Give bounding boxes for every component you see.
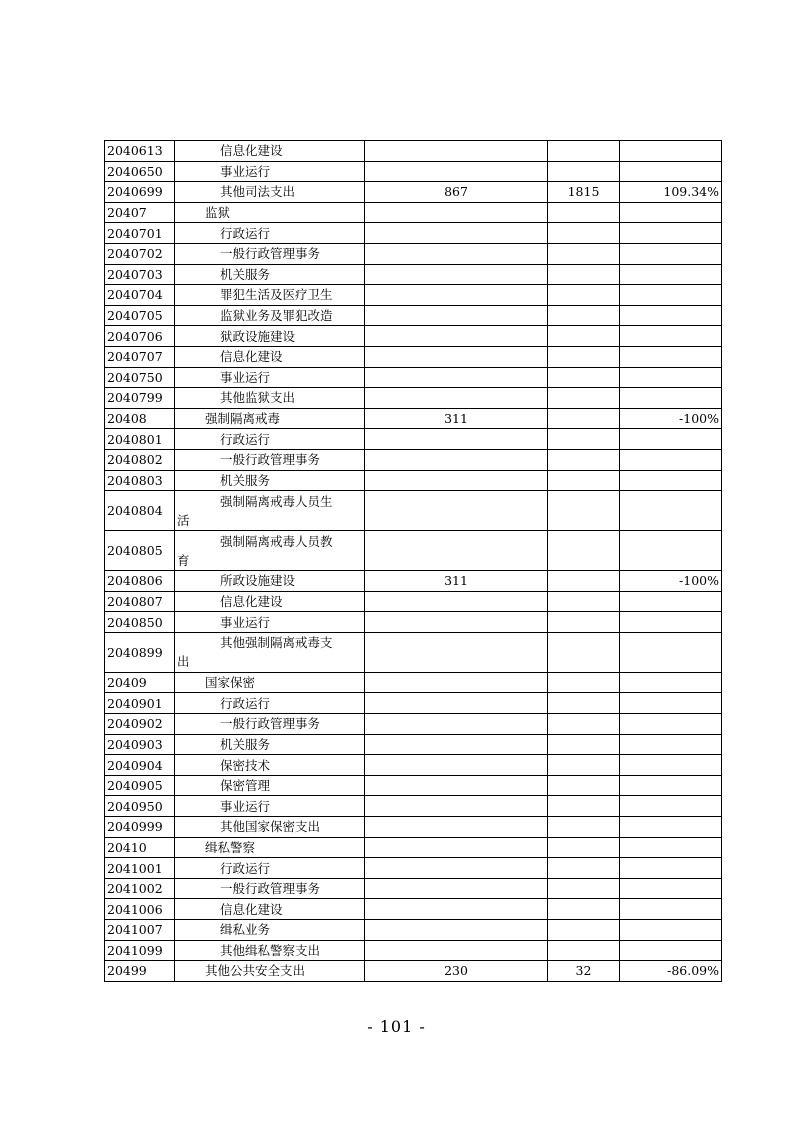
item-name [175, 672, 365, 693]
item-name-text: 机关服务 [220, 472, 271, 488]
amount-current: 32 [548, 961, 620, 982]
change-percent [620, 878, 722, 899]
amount-current [548, 264, 620, 285]
amount-current [548, 161, 620, 182]
change-percent [620, 470, 722, 491]
change-percent [620, 264, 722, 285]
item-name-text: 信息化建设 [220, 349, 283, 365]
amount-current [548, 346, 620, 367]
item-code: 2040904 [105, 755, 175, 776]
amount-previous [365, 878, 548, 899]
amount-previous [365, 367, 548, 388]
table-row [105, 285, 722, 306]
item-name-text: 其他国家保密支出 [220, 819, 321, 835]
amount-current [548, 817, 620, 838]
amount-previous [365, 264, 548, 285]
amount-previous [365, 285, 548, 306]
item-code: 2040905 [105, 775, 175, 796]
item-code: 2040950 [105, 796, 175, 817]
amount-previous [365, 817, 548, 838]
change-percent [620, 817, 722, 838]
item-name [175, 775, 365, 796]
item-name [175, 878, 365, 899]
amount-current [548, 693, 620, 714]
amount-previous [365, 734, 548, 755]
amount-previous [365, 326, 548, 347]
table-row [105, 878, 722, 899]
item-name-text: 事业运行 [220, 163, 271, 179]
item-name-text: 信息化建设 [220, 901, 283, 917]
change-percent [620, 388, 722, 409]
amount-previous [365, 940, 548, 961]
item-name-text: 行政运行 [220, 860, 271, 876]
item-name-text: 行政运行 [220, 225, 271, 241]
table-row [105, 531, 722, 571]
item-name [175, 305, 365, 326]
item-code: 20408 [105, 408, 175, 429]
item-code: 2041001 [105, 858, 175, 879]
item-name [175, 837, 365, 858]
amount-previous [365, 858, 548, 879]
item-code: 2040802 [105, 449, 175, 470]
table-row [105, 714, 722, 735]
item-code: 2040850 [105, 612, 175, 633]
table-row [105, 326, 722, 347]
item-code: 2040706 [105, 326, 175, 347]
table-row [105, 755, 722, 776]
item-name [175, 920, 365, 941]
change-percent [620, 141, 722, 162]
amount-current [548, 141, 620, 162]
item-name [175, 285, 365, 306]
item-name-text: 一般行政管理事务 [220, 246, 321, 262]
item-code: 2040805 [105, 531, 175, 571]
item-name [175, 470, 365, 491]
change-percent [620, 223, 722, 244]
item-code: 20499 [105, 961, 175, 982]
table-row [105, 408, 722, 429]
item-code: 2040801 [105, 429, 175, 450]
item-code: 2040903 [105, 734, 175, 755]
change-percent [620, 755, 722, 776]
amount-current [548, 775, 620, 796]
item-code: 2040613 [105, 141, 175, 162]
item-code: 2040806 [105, 571, 175, 592]
change-percent [620, 672, 722, 693]
item-name-text: 机关服务 [220, 736, 271, 752]
amount-current [548, 470, 620, 491]
item-name-text: 狱政设施建设 [220, 328, 296, 344]
item-name-text: 监狱 [205, 205, 231, 221]
change-percent [620, 796, 722, 817]
amount-previous [365, 672, 548, 693]
amount-previous [365, 899, 548, 920]
item-code: 2041007 [105, 920, 175, 941]
amount-current [548, 449, 620, 470]
table-row [105, 693, 722, 714]
amount-current [548, 878, 620, 899]
change-percent [620, 734, 722, 755]
item-code: 2040902 [105, 714, 175, 735]
amount-previous [365, 796, 548, 817]
page-number: - 101 - [367, 1017, 426, 1036]
amount-current: 1815 [548, 182, 620, 203]
item-name-text: 缉私警察 [205, 839, 256, 855]
item-name-text: 强制隔离戒毒人员教 [220, 533, 333, 549]
item-name [175, 346, 365, 367]
item-name-text: 一般行政管理事务 [220, 716, 321, 732]
change-percent [620, 367, 722, 388]
item-code: 2040650 [105, 161, 175, 182]
item-name [175, 429, 365, 450]
amount-previous [365, 591, 548, 612]
item-name [175, 388, 365, 409]
amount-previous: 311 [365, 571, 548, 592]
table-row [105, 920, 722, 941]
amount-previous: 867 [365, 182, 548, 203]
table-row [105, 429, 722, 450]
item-name-text: 事业运行 [220, 798, 271, 814]
item-code: 20407 [105, 202, 175, 223]
item-name [175, 223, 365, 244]
amount-previous [365, 388, 548, 409]
change-percent [620, 491, 722, 531]
item-code: 2040703 [105, 264, 175, 285]
change-percent [620, 591, 722, 612]
item-name-text: 事业运行 [220, 369, 271, 385]
amount-current [548, 408, 620, 429]
change-percent [620, 775, 722, 796]
amount-current [548, 899, 620, 920]
amount-previous [365, 693, 548, 714]
change-percent [620, 899, 722, 920]
item-name-text: 所政设施建设 [220, 573, 296, 589]
item-name [175, 755, 365, 776]
item-name [175, 531, 365, 571]
table-row [105, 264, 722, 285]
change-percent [620, 837, 722, 858]
table-row [105, 612, 722, 633]
item-name-text: 一般行政管理事务 [220, 881, 321, 897]
amount-previous: 230 [365, 961, 548, 982]
amount-previous [365, 632, 548, 672]
item-code: 2040702 [105, 243, 175, 264]
budget-table [104, 140, 722, 982]
table-row [105, 837, 722, 858]
item-name [175, 182, 365, 203]
amount-previous [365, 755, 548, 776]
item-name-text: 机关服务 [220, 266, 271, 282]
item-name [175, 591, 365, 612]
item-name [175, 817, 365, 838]
change-percent [620, 429, 722, 450]
table-row [105, 940, 722, 961]
item-name-text: 强制隔离戒毒 [205, 411, 281, 427]
amount-previous [365, 920, 548, 941]
table-row [105, 243, 722, 264]
amount-current [548, 796, 620, 817]
change-percent [620, 714, 722, 735]
item-name-text: 国家保密 [205, 675, 256, 691]
item-name [175, 961, 365, 982]
table-row [105, 961, 722, 982]
change-percent: -86.09% [620, 961, 722, 982]
amount-current [548, 837, 620, 858]
amount-previous [365, 202, 548, 223]
amount-current [548, 243, 620, 264]
table-row [105, 367, 722, 388]
item-name-text: 其他缉私警察支出 [220, 942, 321, 958]
item-code: 2040707 [105, 346, 175, 367]
item-code: 2040699 [105, 182, 175, 203]
amount-current [548, 367, 620, 388]
amount-current [548, 940, 620, 961]
item-name [175, 796, 365, 817]
change-percent [620, 531, 722, 571]
amount-previous [365, 491, 548, 531]
budget-table-body [105, 141, 722, 982]
amount-previous [365, 243, 548, 264]
table-row [105, 470, 722, 491]
item-name-text: 行政运行 [220, 431, 271, 447]
item-name-wrap: 出 [177, 654, 190, 670]
item-name-text: 监狱业务及罪犯改造 [220, 308, 333, 324]
table-row [105, 899, 722, 920]
table-row [105, 305, 722, 326]
item-name [175, 202, 365, 223]
change-percent: 109.34% [620, 182, 722, 203]
item-code: 2040899 [105, 632, 175, 672]
amount-previous [365, 429, 548, 450]
amount-previous [365, 531, 548, 571]
item-name-text: 其他监狱支出 [220, 390, 296, 406]
item-name [175, 612, 365, 633]
item-name [175, 632, 365, 672]
item-name-text: 其他强制隔离戒毒支 [220, 635, 333, 651]
table-row [105, 817, 722, 838]
amount-current [548, 429, 620, 450]
amount-current [548, 632, 620, 672]
change-percent [620, 161, 722, 182]
amount-current [548, 714, 620, 735]
amount-current [548, 223, 620, 244]
item-name-text: 信息化建设 [220, 143, 283, 159]
item-name [175, 264, 365, 285]
table-row [105, 161, 722, 182]
item-name-text: 其他司法支出 [220, 184, 296, 200]
item-name [175, 940, 365, 961]
item-name [175, 714, 365, 735]
item-name-text: 保密管理 [220, 778, 271, 794]
change-percent [620, 693, 722, 714]
change-percent [620, 346, 722, 367]
change-percent [620, 202, 722, 223]
table-row [105, 858, 722, 879]
item-code: 2040999 [105, 817, 175, 838]
amount-current [548, 734, 620, 755]
item-name [175, 449, 365, 470]
item-name-text: 保密技术 [220, 757, 271, 773]
table-row [105, 632, 722, 672]
amount-current [548, 920, 620, 941]
item-name [175, 571, 365, 592]
change-percent [620, 940, 722, 961]
amount-current [548, 285, 620, 306]
item-name-wrap: 活 [177, 512, 190, 528]
table-row [105, 449, 722, 470]
item-name-text: 信息化建设 [220, 593, 283, 609]
item-name [175, 899, 365, 920]
amount-previous: 311 [365, 408, 548, 429]
item-code: 2040807 [105, 591, 175, 612]
item-name [175, 367, 365, 388]
item-name [175, 141, 365, 162]
amount-previous [365, 305, 548, 326]
item-code: 2040803 [105, 470, 175, 491]
item-name-text: 罪犯生活及医疗卫生 [220, 287, 333, 303]
amount-current [548, 491, 620, 531]
amount-current [548, 571, 620, 592]
amount-current [548, 531, 620, 571]
item-name-wrap: 育 [177, 552, 190, 568]
item-code: 20410 [105, 837, 175, 858]
amount-previous [365, 449, 548, 470]
amount-previous [365, 775, 548, 796]
change-percent [620, 920, 722, 941]
item-code: 2040705 [105, 305, 175, 326]
item-name-text: 缉私业务 [220, 922, 271, 938]
item-code: 2040804 [105, 491, 175, 531]
item-code: 2040701 [105, 223, 175, 244]
table-row [105, 734, 722, 755]
table-row [105, 182, 722, 203]
amount-current [548, 388, 620, 409]
table-row [105, 223, 722, 244]
change-percent [620, 326, 722, 347]
change-percent [620, 305, 722, 326]
item-code: 2041006 [105, 899, 175, 920]
amount-current [548, 672, 620, 693]
item-name [175, 734, 365, 755]
table-row [105, 672, 722, 693]
amount-previous [365, 612, 548, 633]
amount-current [548, 305, 620, 326]
item-name [175, 693, 365, 714]
change-percent [620, 243, 722, 264]
table-row [105, 796, 722, 817]
amount-previous [365, 223, 548, 244]
item-name [175, 326, 365, 347]
amount-previous [365, 141, 548, 162]
item-name [175, 243, 365, 264]
item-name [175, 161, 365, 182]
amount-current [548, 326, 620, 347]
change-percent [620, 858, 722, 879]
item-name-text: 其他公共安全支出 [205, 963, 306, 979]
item-name [175, 491, 365, 531]
change-percent [620, 612, 722, 633]
item-code: 2040799 [105, 388, 175, 409]
item-name [175, 858, 365, 879]
change-percent: -100% [620, 571, 722, 592]
item-name-text: 行政运行 [220, 695, 271, 711]
table-row [105, 388, 722, 409]
change-percent [620, 632, 722, 672]
change-percent [620, 285, 722, 306]
change-percent: -100% [620, 408, 722, 429]
amount-previous [365, 714, 548, 735]
item-code: 2040750 [105, 367, 175, 388]
amount-previous [365, 837, 548, 858]
change-percent [620, 449, 722, 470]
amount-previous [365, 346, 548, 367]
amount-current [548, 612, 620, 633]
table-row [105, 141, 722, 162]
amount-previous [365, 470, 548, 491]
table-row [105, 491, 722, 531]
item-name-text: 一般行政管理事务 [220, 452, 321, 468]
item-code: 2041099 [105, 940, 175, 961]
table-row [105, 202, 722, 223]
table-row [105, 346, 722, 367]
item-code: 2040704 [105, 285, 175, 306]
item-name [175, 408, 365, 429]
item-name-text: 强制隔离戒毒人员生 [220, 493, 333, 509]
table-row [105, 591, 722, 612]
amount-current [548, 591, 620, 612]
item-code: 20409 [105, 672, 175, 693]
amount-current [548, 202, 620, 223]
amount-current [548, 755, 620, 776]
item-code: 2041002 [105, 878, 175, 899]
table-row [105, 571, 722, 592]
item-code: 2040901 [105, 693, 175, 714]
table-row [105, 775, 722, 796]
amount-current [548, 858, 620, 879]
amount-previous [365, 161, 548, 182]
item-name-text: 事业运行 [220, 614, 271, 630]
